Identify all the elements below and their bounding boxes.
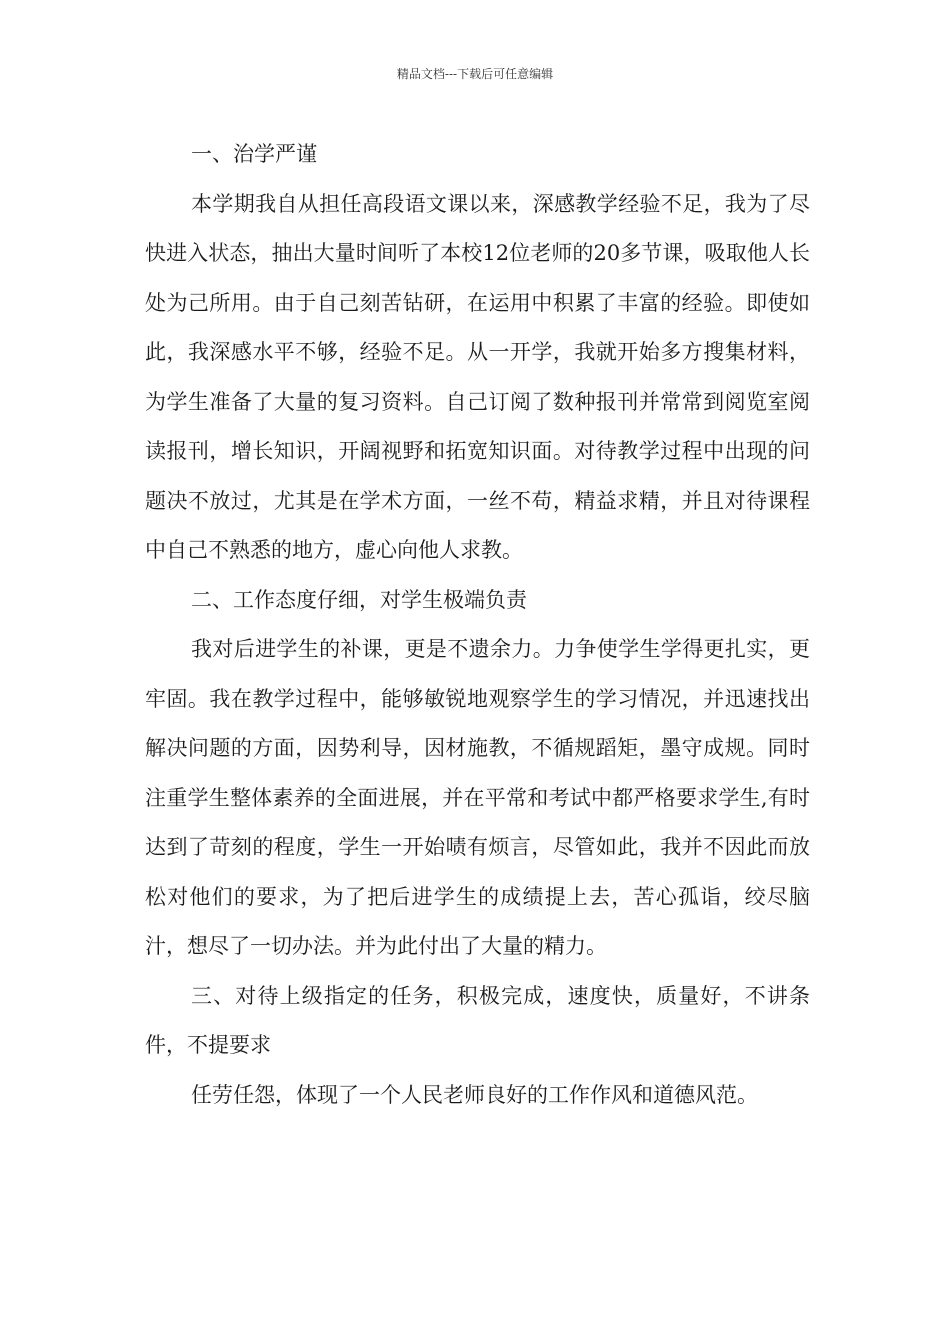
section-heading-3: 三、对待上级指定的任务，积极完成，速度快，质量好，不讲条件，不提要求 bbox=[145, 983, 810, 1057]
page-header: 精品文档---下载后可任意编辑 bbox=[396, 67, 554, 81]
paragraph-2: 我对后进学生的补课，更是不遗余力。力争使学生学得更扎实，更牢固。我在教学过程中，能够敏锐地观察学生的学习情况，并迅速找出解决问题的方面，因势利导，因材施教，不循规蹈矩，墨守成规。同时注重学生整体素养的全面进展，并在平常和考试中都严格要求学生,有时达到了苛刻的程度，学生一开始啧有烦言，尽管如此，我并不因此而放松对他们的要求，为了把后进学生的成绩提上去，苦心孤诣，绞尽脑汁，想尽了一切办法。并为此付出了大量的精力。 bbox=[145, 637, 810, 958]
paragraph-3: 任劳任怨，体现了一个人民老师良好的工作作风和道德风范。 bbox=[191, 1082, 758, 1107]
paragraph-1: 本学期我自从担任高段语文课以来，深感教学经验不足，我为了尽快进入状态，抽出大量时间听了本校12位老师的20多节课，吸取他人长处为己所用。由于自己刻苦钻研，在运用中积累了丰富的经验。即使如此，我深感水平不够，经验不足。从一开学，我就开始多方搜集材料，为学生准备了大量的复习资料。自己订阅了数种报刊并常常到阅览室阅读报刊，增长知识，开阔视野和拓宽知识面。对待教学过程中出现的问题决不放过，尤其是在学术方面，一丝不苟，精益求精，并且对待课程中自己不熟悉的地方，虚心向他人求教。 bbox=[145, 191, 810, 562]
section-heading-2: 二、工作态度仔细，对学生极端负责 bbox=[191, 587, 527, 612]
section-heading-1: 一、治学严谨 bbox=[191, 142, 317, 166]
document-body bbox=[145, 130, 810, 1120]
